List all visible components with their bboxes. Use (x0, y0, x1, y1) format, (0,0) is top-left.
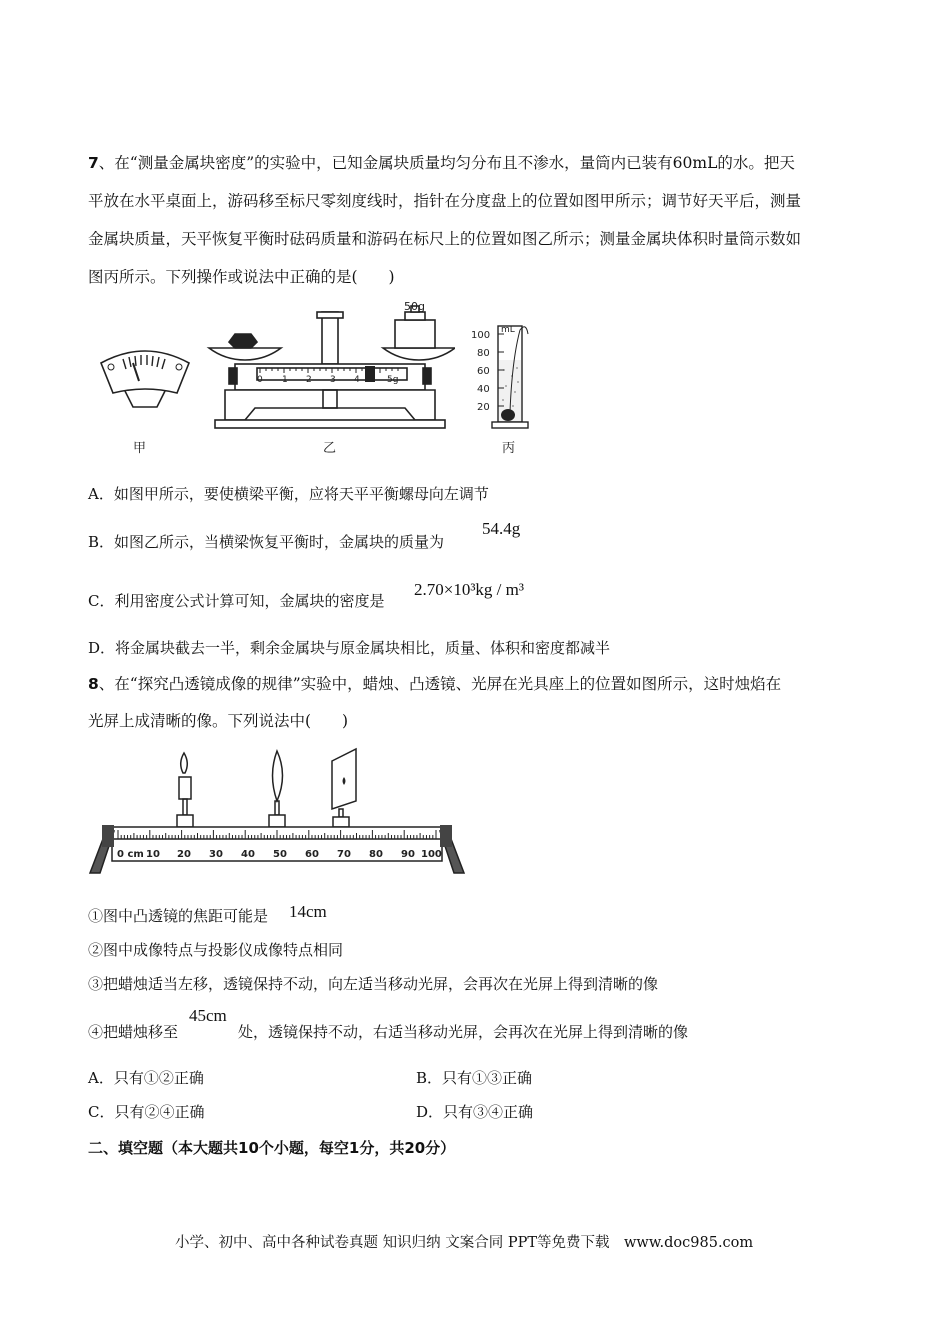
ruler-tick-3: 3 (330, 375, 336, 385)
bench-tick-20: 20 (177, 849, 191, 860)
q8-statement-4-prefix: ④把蜡烛移至 (88, 1023, 179, 1041)
bench-tick-100: 100 (421, 849, 442, 860)
bench-tick-70: 70 (337, 849, 351, 860)
cylinder-tick-100: 100 (471, 330, 491, 341)
cylinder-tick-80: 80 (477, 348, 490, 359)
q8-number: 8 (88, 675, 99, 693)
q8-choice-a: A．只有①②正确 (88, 1069, 204, 1087)
q8-line-2: 光屏上成清晰的像。下列说法中( ) (88, 712, 349, 730)
bench-tick-10: 10 (146, 849, 160, 860)
q7-option-b-value: 54.4g (482, 519, 521, 538)
q8-statement-4-value: 45cm (189, 1006, 227, 1025)
ruler-tick-0: 0 (257, 375, 263, 385)
q7-number: 7 (88, 154, 99, 172)
cylinder-tick-60: 60 (477, 366, 490, 377)
bench-tick-80: 80 (369, 849, 383, 860)
bench-tick-40: 40 (241, 849, 255, 860)
ruler-tick-2: 2 (306, 375, 312, 385)
caption-yi: 乙 (323, 441, 337, 456)
page-footer: 小学、初中、高中各种试卷真题 知识归纳 文案合同 PPT等免费下载 www.doc985.com (175, 1235, 754, 1251)
dial-figure-jia (95, 345, 195, 415)
bench-tick-60: 60 (305, 849, 319, 860)
balance-figure-yi (205, 300, 455, 435)
q8-statement-1-value: 14cm (289, 902, 327, 921)
q8-statement-4-suffix: 处，透镜保持不动，右适当移动光屏，会再次在光屏上得到清晰的像 (238, 1023, 689, 1041)
cylinder-tick-20: 20 (477, 402, 490, 413)
bench-tick-90: 90 (401, 849, 415, 860)
q8-line-1: 8、在“探究凸透镜成像的规律”实验中，蜡烛、凸透镜、光屏在光具座上的位置如图所示，这时烛焰在 (88, 675, 782, 693)
q7-line-2: 平放在水平桌面上，游码移至标尺零刻度线时，指针在分度盘上的位置如图甲所示；调节好天平后，测量 (88, 192, 802, 210)
ruler-tick-1: 1 (282, 375, 288, 385)
cylinder-tick-40: 40 (477, 384, 490, 395)
q8-statement-1: ①图中凸透镜的焦距可能是 (88, 907, 269, 925)
q8-choice-c: C．只有②④正确 (88, 1103, 205, 1121)
q7-option-a: A．如图甲所示，要使横梁平衡，应将天平平衡螺母向左调节 (88, 485, 489, 503)
q7-option-c: C．利用密度公式计算可知，金属块的密度是 (88, 592, 385, 610)
bench-tick-50: 50 (273, 849, 287, 860)
weight-label: 50g (404, 300, 425, 313)
q8-statement-3: ③把蜡烛适当左移，透镜保持不动，向左适当移动光屏，会再次在光屏上得到清晰的像 (88, 975, 659, 993)
q8-statement-2: ②图中成像特点与投影仪成像特点相同 (88, 941, 344, 959)
ruler-tick-4: 4 (354, 375, 360, 385)
section-2-title: 二、填空题（本大题共10个小题，每空1分，共20分） (88, 1139, 456, 1157)
ruler-tick-5: 5g (387, 375, 399, 385)
optical-bench-figure (88, 745, 468, 880)
q7-option-c-value: 2.70×10³kg / m³ (414, 580, 524, 599)
caption-bing: 丙 (502, 441, 516, 456)
q8-choice-d: D．只有③④正确 (416, 1103, 534, 1121)
bench-tick-0: 0 cm (117, 849, 144, 860)
q7-option-d: D．将金属块截去一半，剩余金属块与原金属块相比，质量、体积和密度都减半 (88, 639, 611, 657)
q8-choice-b: B．只有①③正确 (416, 1069, 533, 1087)
q7-line-3: 金属块质量，天平恢复平衡时砝码质量和游码在标尺上的位置如图乙所示；测量金属块体积时量筒示数如 (88, 230, 802, 248)
cylinder-unit: mL (501, 325, 515, 335)
caption-jia: 甲 (133, 441, 147, 456)
bench-tick-30: 30 (209, 849, 223, 860)
q7-line-1: 7、在“测量金属块密度”的实验中，已知金属块质量均匀分布且不渗水，量筒内已装有60mL的水。把天 (88, 154, 795, 172)
q7-option-b: B．如图乙所示，当横梁恢复平衡时，金属块的质量为 (88, 533, 445, 551)
q7-line-4: 图丙所示。下列操作或说法中正确的是( ) (88, 268, 395, 286)
cylinder-figure-bing (468, 320, 538, 432)
